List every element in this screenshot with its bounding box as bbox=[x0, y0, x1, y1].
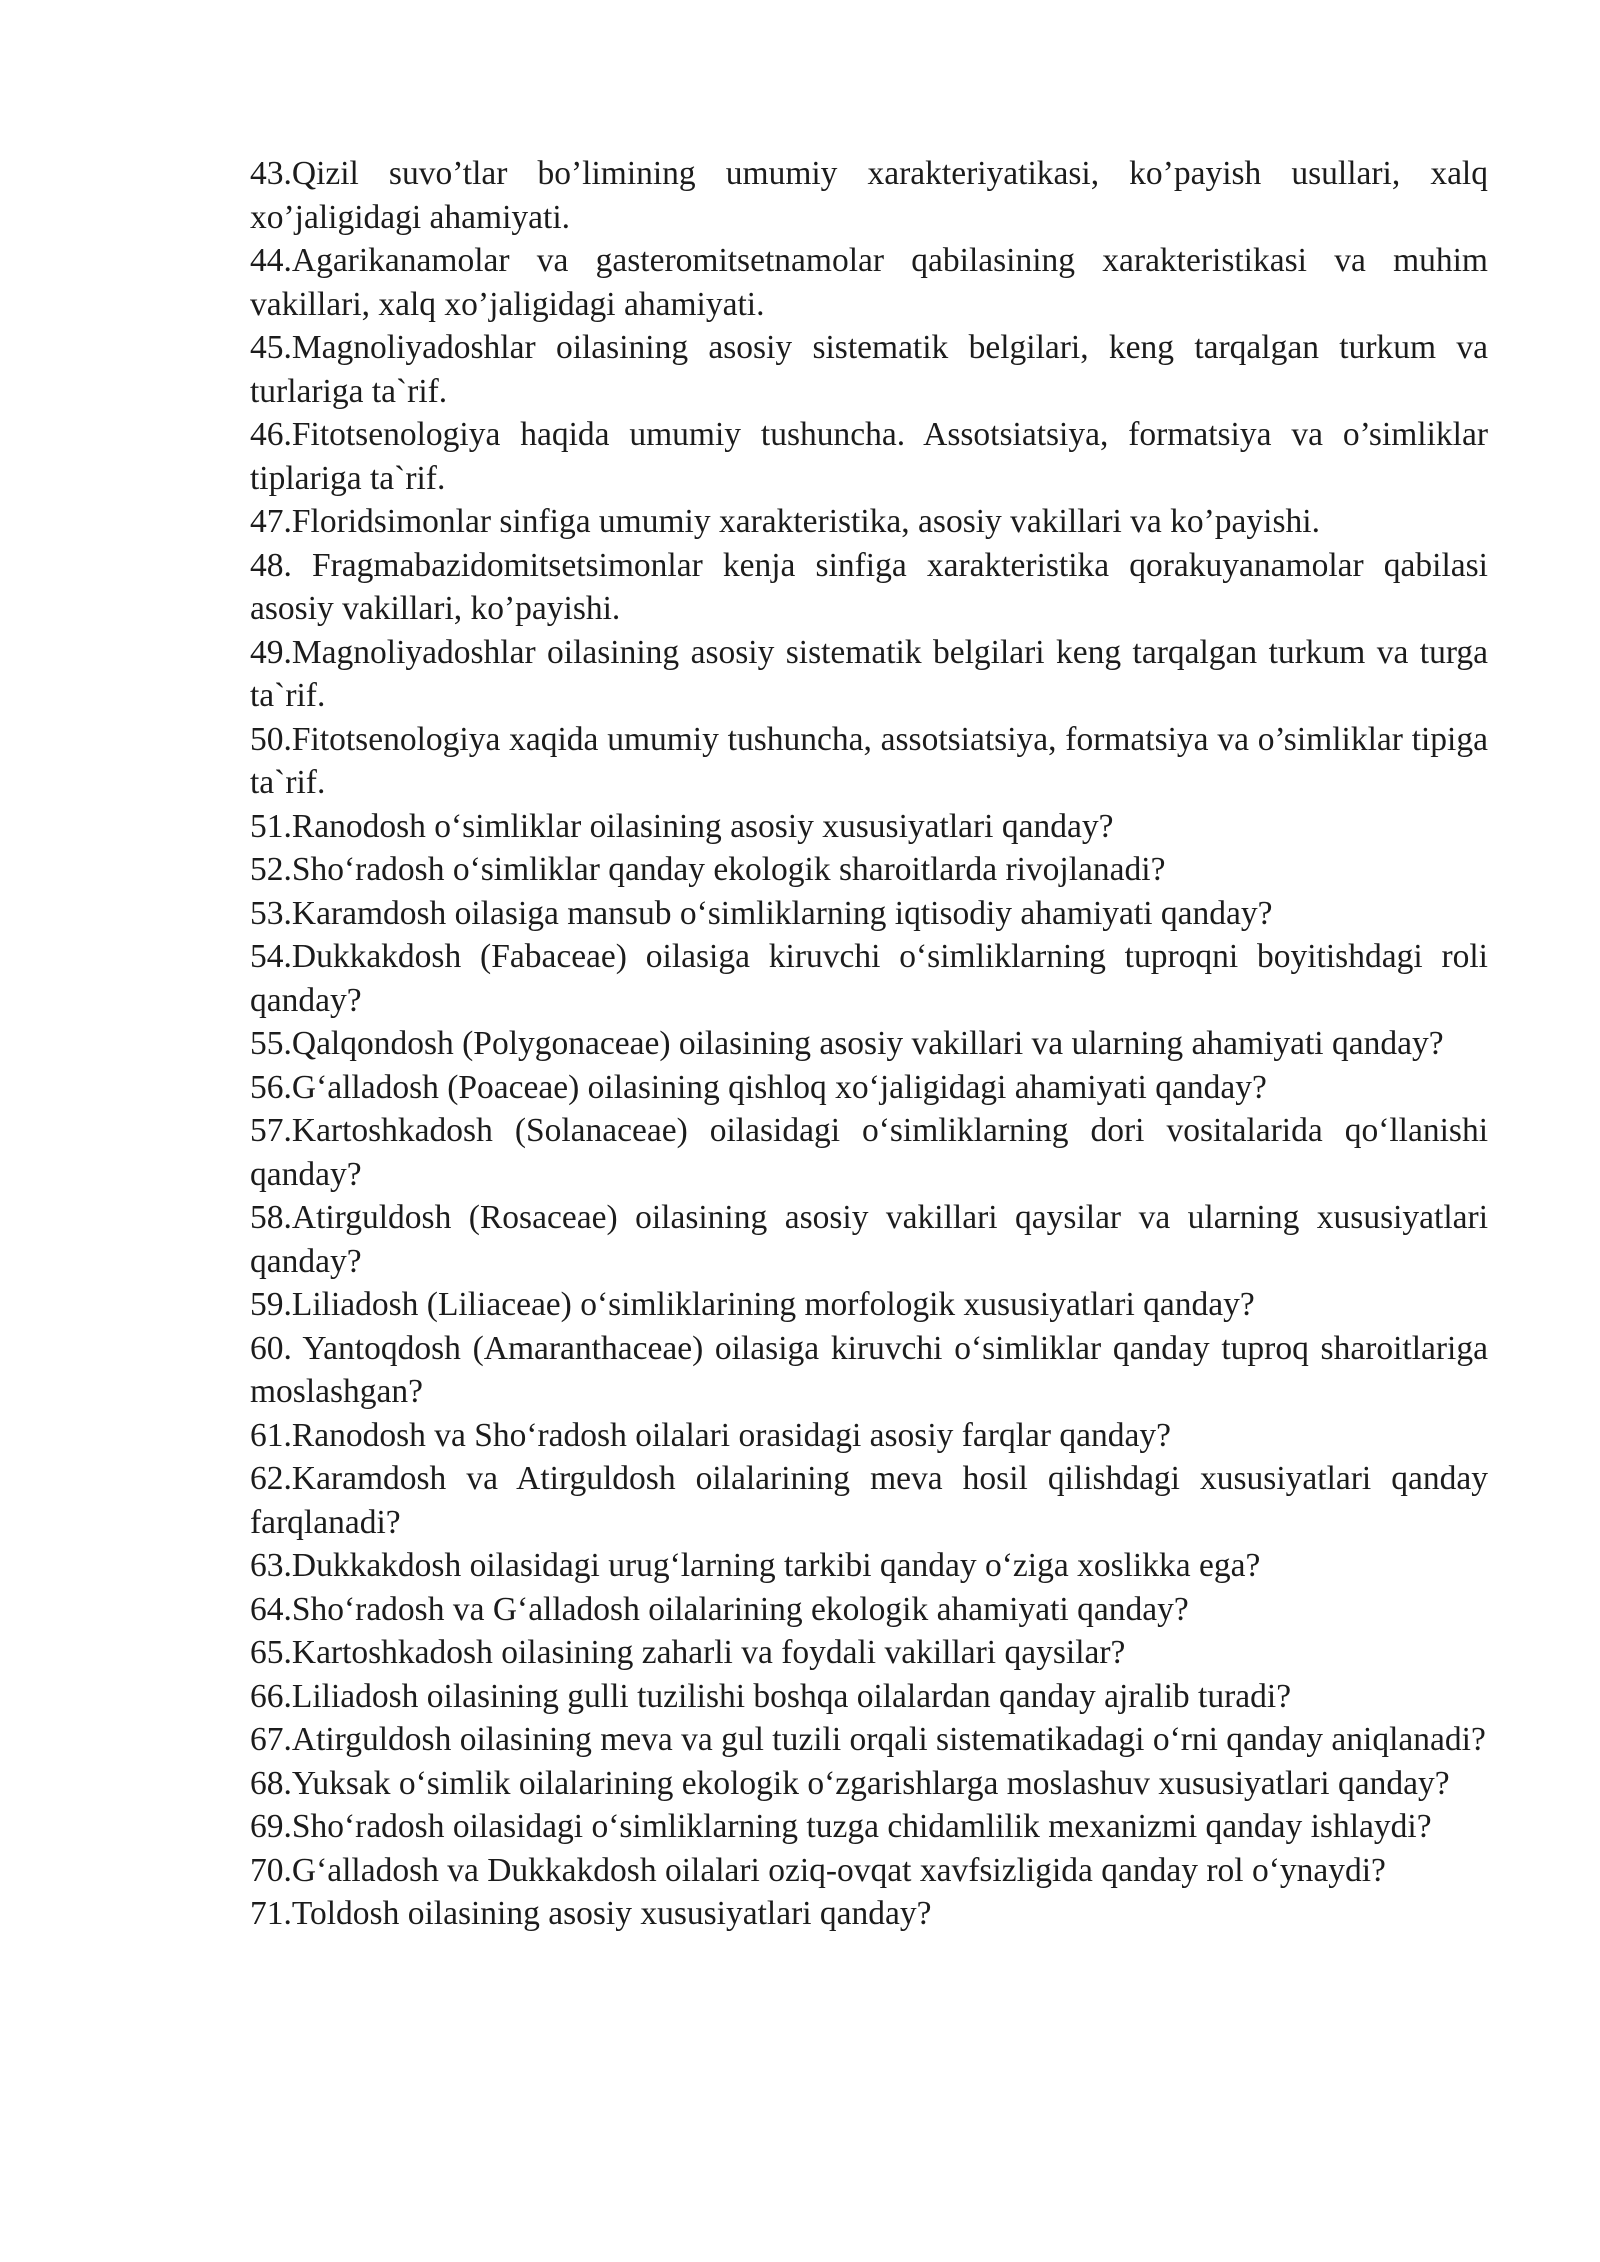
question-45: 45.Magnoliyadoshlar oilasining asosiy sistematik belgilari, keng tarqalgan turkum va turlariga ta`rif. bbox=[250, 329, 1488, 410]
question-66: 66.Liliadosh oilasining gulli tuzilishi boshqa oilalardan qanday ajralib turadi? bbox=[250, 1677, 1292, 1715]
question-71: 71.Toldosh oilasining asosiy xususiyatlari qanday? bbox=[250, 1895, 932, 1932]
question-59: 59.Liliadosh (Liliaceae) o‘simliklarining morfologik xususiyatlari qanday? bbox=[250, 1286, 1255, 1323]
question-67: 67.Atirguldosh oilasining meva va gul tuzili orqali sistematikadagi o‘rni qanday aniqlanadi? bbox=[250, 1721, 1486, 1758]
question-48: 48. Fragmabazidomitsetsimonlar kenja sinfiga xarakteristika qorakuyanamolar qabilasi asosiy vakillari, ko’payishi. bbox=[250, 546, 1488, 627]
question-68: 68.Yuksak o‘simlik oilalarining ekologik o‘zgarishlarga moslashuv xususiyatlari qanday? bbox=[250, 1764, 1450, 1802]
question-58: 58.Atirguldosh (Rosaceae) oilasining asosiy vakillari qaysilar va ularning xususiyatlari qanday? bbox=[250, 1199, 1488, 1280]
question-44: 44.Agarikanamolar va gasteromitsetnamolar qabilasining xarakteristikasi va muhim vakillari, xalq xo’jaligidagi ahamiyati. bbox=[250, 242, 1488, 323]
question-46: 46.Fitotsenologiya haqida umumiy tushuncha. Assotsiatsiya, formatsiya va o’simliklar tiplariga ta`rif. bbox=[250, 416, 1488, 497]
question-62: 62.Karamdosh va Atirguldosh oilalarining meva hosil qilishdagi xususiyatlari qanday farqlanadi? bbox=[250, 1460, 1488, 1541]
question-49: 49.Magnoliyadoshlar oilasining asosiy sistematik belgilari keng tarqalgan turkum va turga ta`rif. bbox=[250, 633, 1488, 714]
question-52: 52.Sho‘radosh o‘simliklar qanday ekologik sharoitlarda rivojlanadi? bbox=[250, 851, 1166, 888]
question-64: 64.Sho‘radosh va G‘alladosh oilalarining ekologik ahamiyati qanday? bbox=[250, 1590, 1189, 1628]
question-53: 53.Karamdosh oilasiga mansub o‘simliklarning iqtisodiy ahamiyati qanday? bbox=[250, 894, 1273, 932]
question-51: 51.Ranodosh o‘simliklar oilasining asosiy xususiyatlari qanday? bbox=[250, 807, 1114, 845]
question-47: 47.Floridsimonlar sinfiga umumiy xarakteristika, asosiy vakillari va ko’payishi. bbox=[250, 503, 1320, 540]
question-70: 70.G‘alladosh va Dukkakdosh oilalari oziq-ovqat xavfsizligida qanday rol o‘ynaydi? bbox=[250, 1851, 1386, 1889]
question-69: 69.Sho‘radosh oilasidagi o‘simliklarning tuzga chidamlilik mexanizmi qanday ishlaydi? bbox=[250, 1808, 1432, 1845]
question-57: 57.Kartoshkadosh (Solanaceae) oilasidagi o‘simliklarning dori vositalarida qo‘llanishi qanday? bbox=[250, 1112, 1488, 1193]
question-60: 60. Yantoqdosh (Amaranthaceae) oilasiga kiruvchi o‘simliklar qanday tuproq sharoitlariga moslashgan? bbox=[250, 1329, 1488, 1410]
question-61: 61.Ranodosh va Sho‘radosh oilalari orasidagi asosiy farqlar qanday? bbox=[250, 1416, 1172, 1454]
document-page bbox=[250, 152, 1488, 1936]
question-63: 63.Dukkakdosh oilasidagi urug‘larning tarkibi qanday o‘ziga xoslikka ega? bbox=[250, 1547, 1261, 1584]
question-50: 50.Fitotsenologiya xaqida umumiy tushuncha, assotsiatsiya, formatsiya va o’simliklar tipiga ta`rif. bbox=[250, 720, 1488, 801]
question-54: 54.Dukkakdosh (Fabaceae) oilasiga kiruvchi o‘simliklarning tuproqni boyitishdagi roli qanday? bbox=[250, 938, 1488, 1019]
question-55: 55.Qalqondosh (Polygonaceae) oilasining asosiy vakillari va ularning ahamiyati qanday? bbox=[250, 1025, 1444, 1062]
question-65: 65.Kartoshkadosh oilasining zaharli va foydali vakillari qaysilar? bbox=[250, 1634, 1126, 1671]
question-43: 43.Qizil suvo’tlar bo’limining umumiy xarakteriyatikasi, ko’payish usullari, xalq xo’jaligidagi ahamiyati. bbox=[250, 155, 1488, 236]
question-56: 56.G‘alladosh (Poaceae) oilasining qishloq xo‘jaligidagi ahamiyati qanday? bbox=[250, 1068, 1267, 1106]
